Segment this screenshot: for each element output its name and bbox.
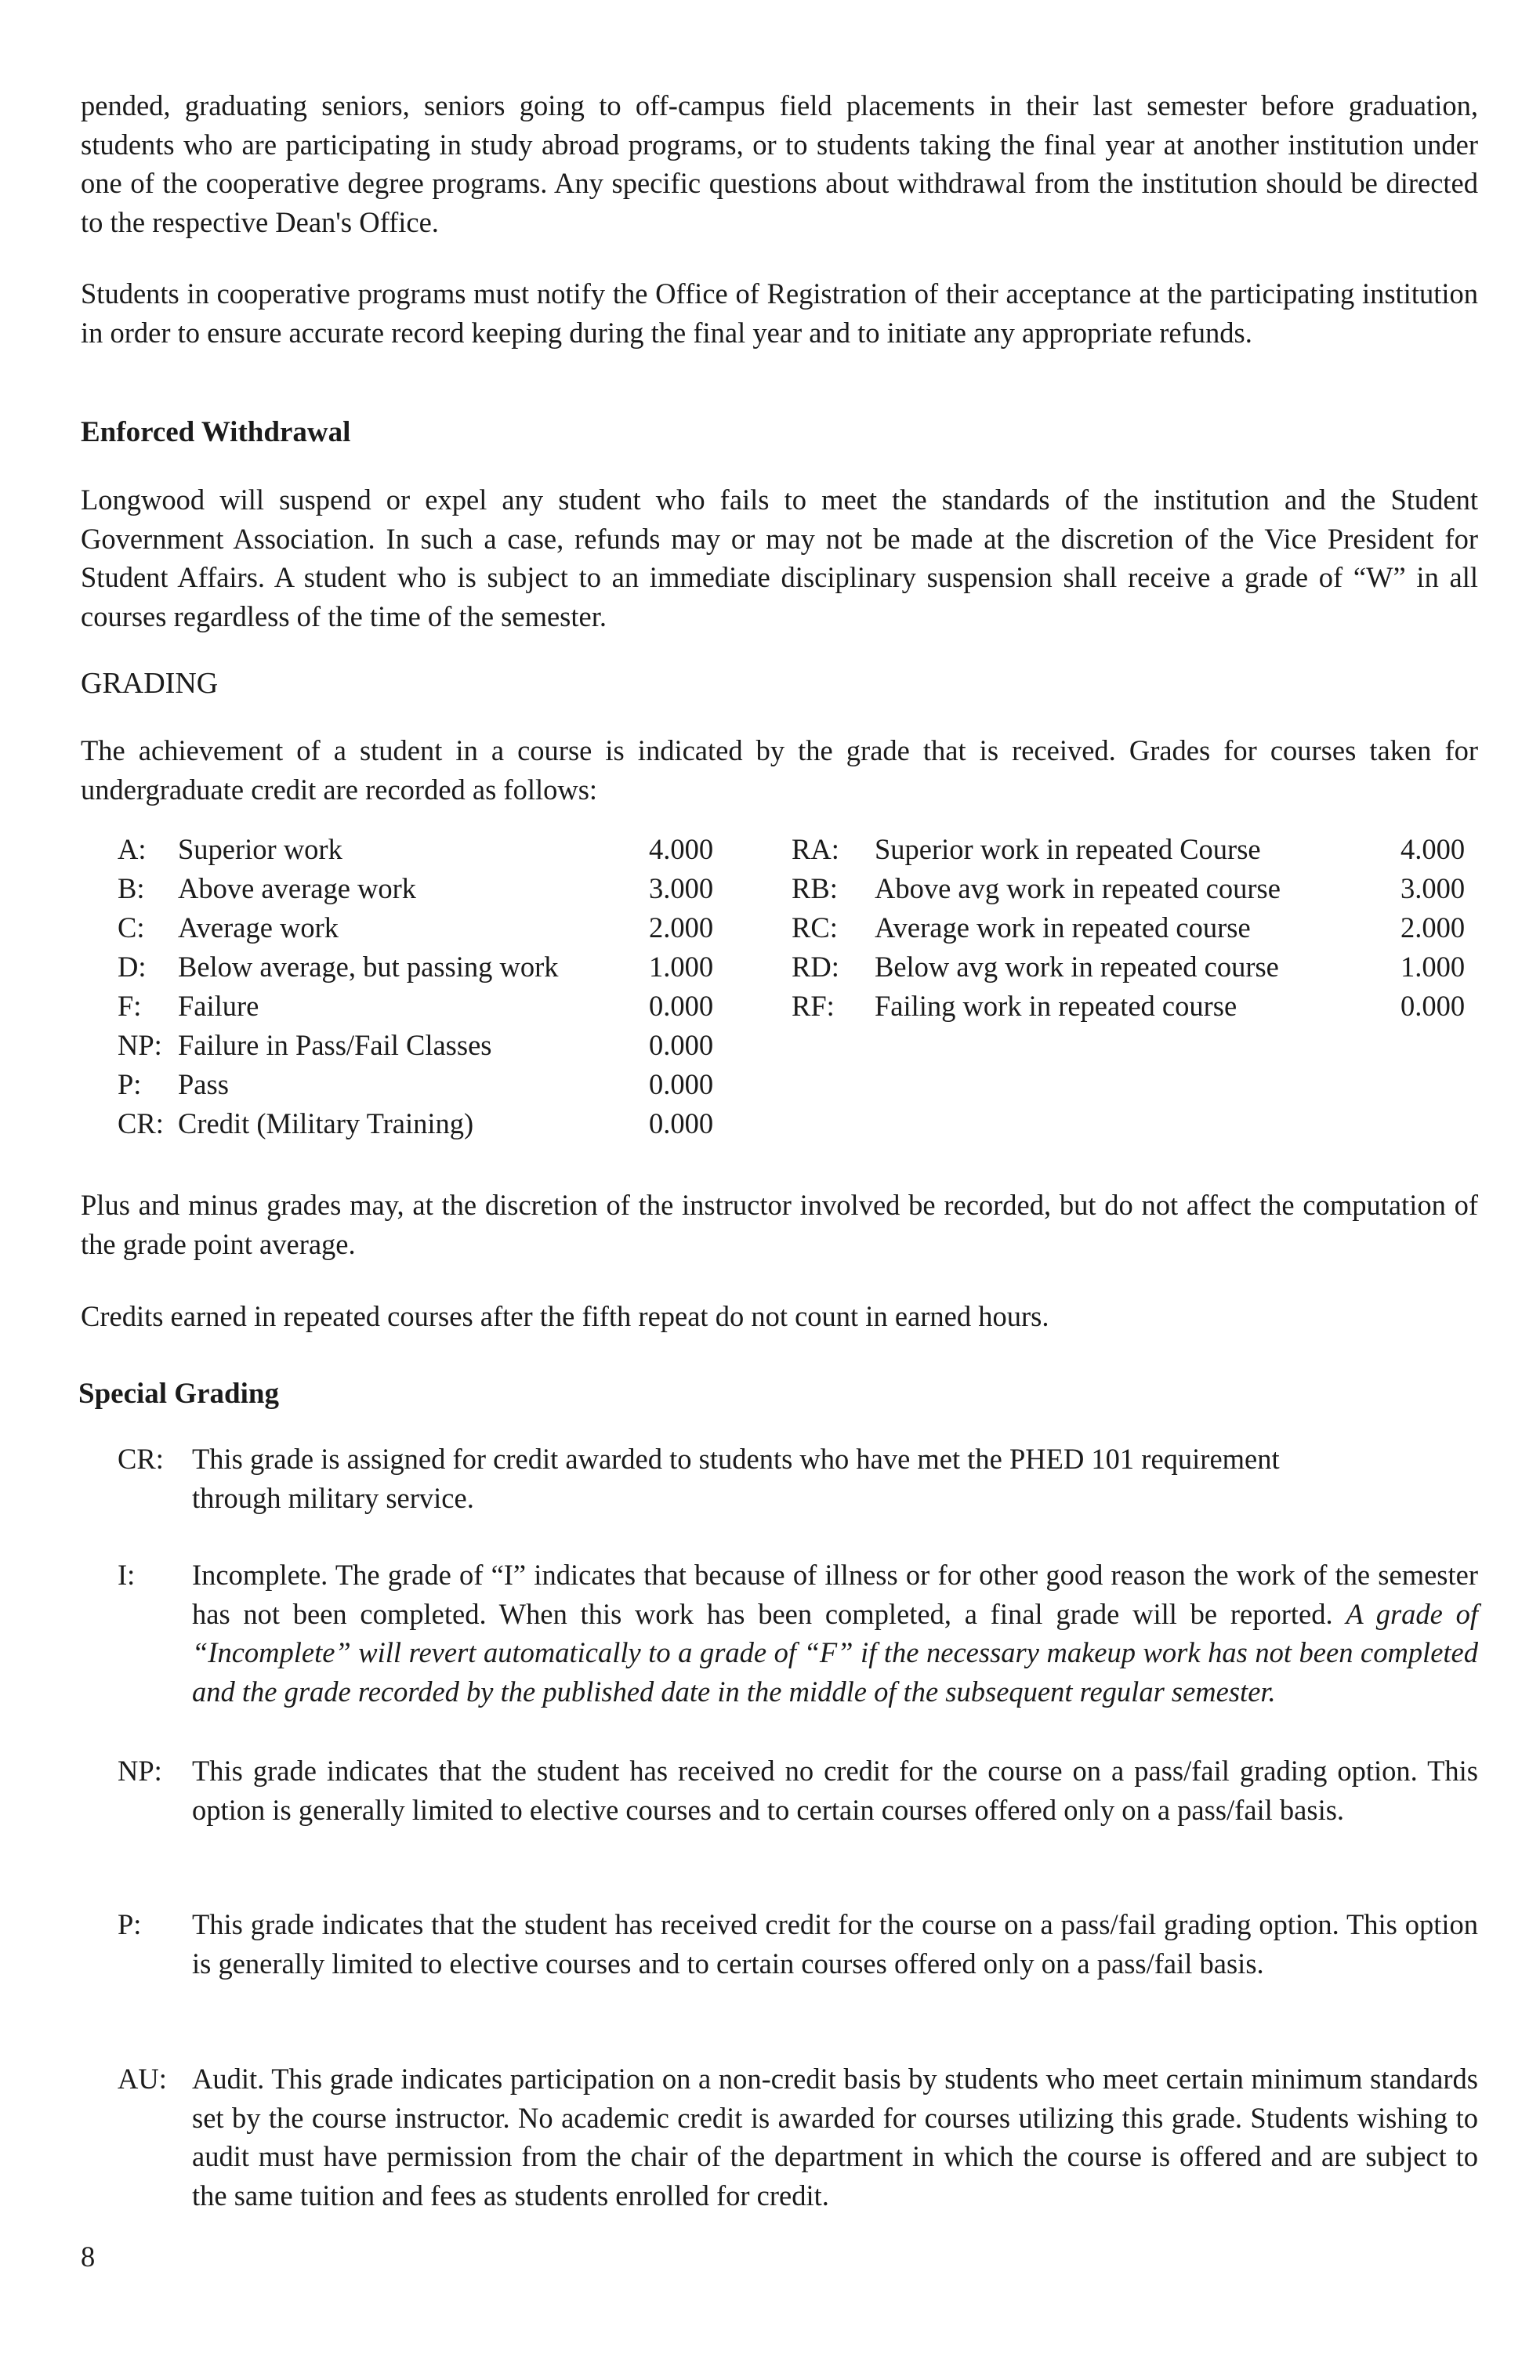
grade-description: Failing work in repeated course	[875, 990, 1237, 1022]
enforced-withdrawal-body: Longwood will suspend or expel any student who fails to meet the standards of the institution and the Student Government Association. In such a case, refunds may or may not be made at the discretion of the Vice President for Student Affairs. A student who is subject to an immediate disciplinary suspension shall receive a grade of “W” in all courses regardless of the time of the semester.	[81, 484, 1478, 632]
grade-code: F:	[118, 990, 142, 1022]
grade-code: RD:	[792, 951, 839, 983]
special-grade-text: This grade indicates that the student has received credit for the course on a pass/fail grading option. This option is generally limited to elective courses and to certain courses offered only on a pass/fail basis.	[192, 1908, 1478, 1980]
repeat-courses-note: Credits earned in repeated courses after the fifth repeat do not count in earned hours.	[81, 1300, 1049, 1332]
grade-code: RC:	[792, 911, 838, 944]
grade-code: C:	[118, 911, 145, 944]
grade-description: Below average, but passing work	[178, 951, 559, 983]
special-grade-text: This grade is assigned for credit awarded to students who have met the PHED 101 requirement through military service.	[192, 1443, 1280, 1514]
grading-heading: GRADING	[81, 667, 219, 700]
grade-description: Below avg work in repeated course	[875, 951, 1279, 983]
page-number: 8	[81, 2241, 96, 2273]
grade-description: Superior work in repeated Course	[875, 833, 1261, 865]
grade-points: 2.000	[649, 911, 714, 944]
grade-code: B:	[118, 872, 145, 904]
grade-code: RF:	[792, 990, 835, 1022]
incomplete-description: Incomplete. The grade of “I” indicates that because of illness or for other good reason the work of the semester has not been completed. When this work has been completed, a final grade will be reported.	[192, 1559, 1478, 1630]
grade-points: 0.000	[649, 1029, 714, 1061]
grade-description: Failure in Pass/Fail Classes	[178, 1029, 492, 1061]
grade-points: 4.000	[649, 833, 714, 865]
special-grade-cr	[118, 1440, 1478, 1518]
special-grade-au	[118, 2059, 1478, 2216]
grade-code: RB:	[792, 872, 838, 904]
grade-points: 0.000	[649, 990, 714, 1022]
grade-code: CR:	[118, 1107, 164, 1139]
grade-description: Superior work	[178, 833, 342, 865]
grade-code: RA:	[792, 833, 839, 865]
special-grade-code: P:	[118, 1908, 142, 1940]
special-grade-code: I:	[118, 1559, 136, 1591]
special-grade-text: Audit. This grade indicates participation on a non-credit basis by students who meet certain minimum standards set by the course instructor. No academic credit is awarded for courses utilizing this grade. Students wishing to audit must have permission from the chair of the department in which the course is offered and are subject to the same tuition and fees as students enrolled for credit.	[192, 2063, 1478, 2212]
special-grade-incomplete	[118, 1556, 1478, 1712]
grade-description: Above avg work in repeated course	[875, 872, 1281, 904]
plus-minus-note: Plus and minus grades may, at the discretion of the instructor involved be recorded, but do not affect the computation of the grade point average.	[81, 1189, 1478, 1260]
cooperative-paragraph: Students in cooperative programs must notify the Office of Registration of their acceptance at the participating institution in order to ensure accurate record keeping during the final year and to initiate any appropriate refunds.	[81, 277, 1478, 349]
special-grade-p	[118, 1905, 1478, 2023]
special-grade-code: CR:	[118, 1443, 164, 1475]
grading-intro: The achievement of a student in a course is indicated by the grade that is received. Grades for courses taken for undergraduate credit are recorded as follows:	[81, 734, 1478, 806]
grade-description: Credit (Military Training)	[178, 1107, 474, 1139]
grade-code: P:	[118, 1068, 142, 1100]
grade-points: 1.000	[649, 951, 714, 983]
grade-description: Pass	[178, 1068, 229, 1100]
special-grade-code: AU:	[118, 2063, 167, 2095]
special-grade-np	[118, 1751, 1478, 1869]
grade-points: 0.000	[649, 1107, 714, 1139]
grade-description: Failure	[178, 990, 259, 1022]
grade-points: 2.000	[1400, 911, 1466, 944]
special-grade-text: This grade indicates that the student has received no credit for the course on a pass/fail grading option. This option is generally limited to elective courses and to certain courses offered only on a pass/fail basis.	[192, 1755, 1478, 1826]
grade-description: Average work	[178, 911, 339, 944]
grade-description: Above average work	[178, 872, 417, 904]
grade-code: NP:	[118, 1029, 162, 1061]
incomplete-warning: A grade of “Incomplete” will revert automatically to a grade of “F” if the necessary makeup work has not been completed and the grade recorded by the published date in the middle of the subsequent regular semester.	[192, 1597, 1478, 1708]
grade-points: 3.000	[1400, 872, 1466, 904]
grade-code: A:	[118, 833, 147, 865]
grade-points: 0.000	[649, 1068, 714, 1100]
grade-points: 3.000	[649, 872, 714, 904]
grade-description: Average work in repeated course	[875, 911, 1251, 944]
grade-code: D:	[118, 951, 147, 983]
special-grade-text	[192, 1556, 1478, 1711]
special-grading-heading: Special Grading	[78, 1378, 279, 1410]
grade-points: 0.000	[1400, 990, 1466, 1022]
enforced-withdrawal-heading: Enforced Withdrawal	[81, 416, 351, 448]
intro-paragraph: pended, graduating seniors, seniors going to off-campus field placements in their last semester before graduation, students who are participating in study abroad programs, or to students taking the final year at another institution under one of the cooperative degree programs. Any specific questions about withdrawal from the institution should be directed to the respective Dean's Office.	[81, 89, 1478, 238]
special-grade-code: NP:	[118, 1755, 162, 1787]
grade-points: 4.000	[1400, 833, 1466, 865]
grade-points: 1.000	[1400, 951, 1466, 983]
